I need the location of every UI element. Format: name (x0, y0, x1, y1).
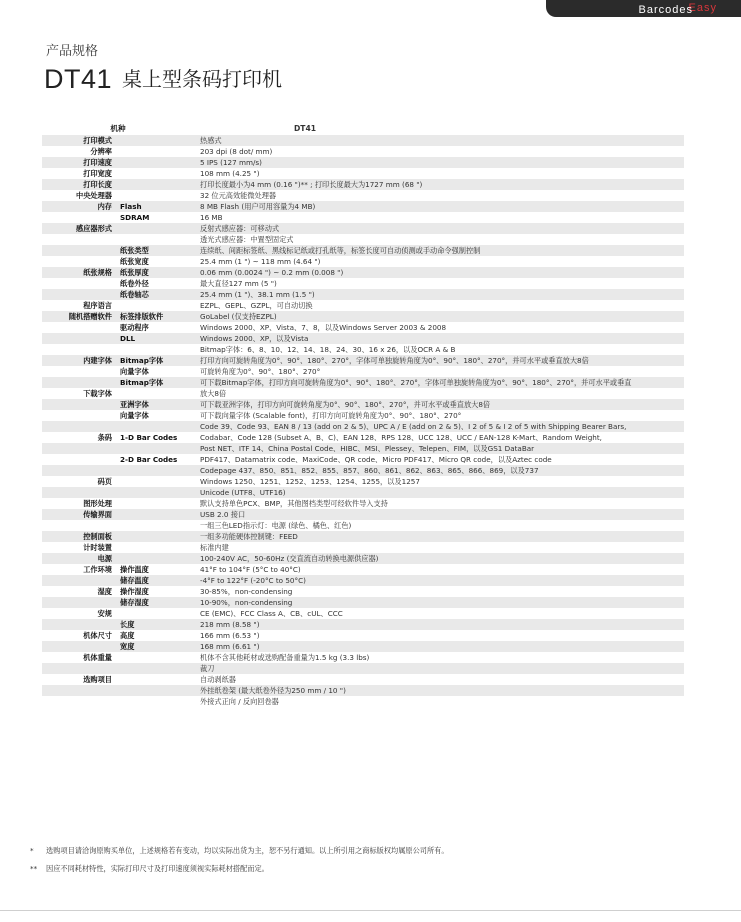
spec-sub-label (116, 146, 194, 157)
spec-value: 一组三色LED指示灯：电源 (绿色、橘色、红色) (200, 521, 352, 530)
spec-value: 218 mm (8.58 ") (194, 619, 684, 630)
spec-group-label (42, 212, 116, 223)
spec-sub-label: DLL (116, 333, 194, 344)
spec-group-label (42, 278, 116, 289)
brand-banner (546, 0, 741, 28)
spec-group-label (42, 443, 116, 454)
spec-value: 外接式正向 / 反向回卷器 (200, 697, 279, 706)
spec-row (42, 619, 684, 630)
spec-sub-label (116, 509, 194, 520)
spec-row (42, 322, 684, 333)
spec-group-label (42, 234, 116, 245)
spec-sub-label: Bitmap字体 (116, 355, 194, 366)
spec-row (42, 311, 684, 322)
spec-sub-label (116, 388, 194, 399)
spec-row (42, 443, 684, 454)
spec-header-row (42, 121, 684, 135)
footnote (30, 860, 449, 878)
spec-group-label: 内存 (42, 201, 116, 212)
spec-value: 108 mm (4.25 ") (200, 169, 260, 178)
spec-sub-label: SDRAM (120, 213, 150, 222)
spec-row (42, 366, 684, 377)
spec-sub-label (116, 443, 194, 454)
spec-sub-label: 宽度 (116, 641, 194, 652)
spec-value: 热感式 (194, 135, 684, 146)
spec-sub-label (116, 476, 194, 487)
spec-group-label (42, 399, 116, 410)
spec-group-label (42, 333, 116, 344)
spec-group-label: 码页 (97, 477, 112, 486)
spec-row (42, 278, 684, 289)
spec-row (42, 201, 684, 212)
spec-value: 放大8倍 (200, 389, 227, 398)
spec-row (42, 300, 684, 311)
spec-group-label (42, 289, 116, 300)
spec-value: 机体不含其他耗材或选购配备重量为1.5 kg (3.3 lbs) (200, 653, 370, 662)
section-kicker: 产品规格 (46, 44, 99, 59)
spec-group-label: 选购项目 (83, 675, 112, 684)
spec-value: 标准内建 (200, 543, 229, 552)
spec-value: 打印长度最小为4 mm (0.16 ")** ; 打印长度最大为1727 mm (68 ") (194, 179, 684, 190)
spec-group-label (42, 377, 116, 388)
spec-sub-label: Flash (116, 201, 194, 212)
spec-row (42, 168, 684, 179)
spec-sub-label (116, 531, 194, 542)
spec-group-label: 电源 (42, 553, 116, 564)
spec-value: 5 IPS (127 mm/s) (194, 157, 684, 168)
spec-value: 外挂纸卷架 (最大纸卷外径为250 mm / 10 ") (194, 685, 684, 696)
spec-group-label: 条码 (97, 433, 112, 442)
spec-header-value: DT41 (294, 123, 317, 133)
spec-sub-label (116, 542, 194, 553)
spec-sub-label (116, 234, 194, 245)
spec-value: Windows 1250、1251、1252、1253、1254、1255，以及1257 (200, 477, 420, 486)
spec-sub-label: 纸张类型 (116, 245, 194, 256)
spec-row (42, 597, 684, 608)
spec-sub-label (116, 652, 194, 663)
spec-value: 0.06 mm (0.0024 ") ~ 0.2 mm (0.008 ") (194, 267, 684, 278)
spec-value: 8 MB Flash (用户可用容量为4 MB) (194, 201, 684, 212)
spec-sub-label (116, 168, 194, 179)
spec-row (42, 498, 684, 509)
spec-table (42, 121, 684, 707)
spec-group-label (42, 520, 116, 531)
spec-sub-label: 1-D Bar Codes (120, 433, 178, 442)
spec-group-label: 程序语言 (83, 301, 112, 310)
spec-value: Codabar、Code 128 (Subset A、B、C)、EAN 128、RPS 128、UCC 128、UCC / EAN-128 K-Mart、Random Weight, (200, 433, 602, 442)
spec-value: USB 2.0 接口 (194, 509, 684, 520)
spec-value: Unicode (UTF8、UTF16) (194, 487, 684, 498)
spec-row (42, 652, 684, 663)
spec-group-label: 计时装置 (83, 543, 112, 552)
spec-sub-label: 储存湿度 (116, 597, 194, 608)
spec-group-label (42, 256, 116, 267)
spec-value: 反射式感应器：可移动式 (194, 223, 684, 234)
spec-value: EZPL、GEPL、GZPL，可自动切换 (200, 301, 313, 310)
brand-slogan: Barcodes Made Easy (638, 2, 717, 28)
spec-sub-label (116, 344, 194, 355)
spec-row (42, 146, 684, 157)
spec-group-label: 中央处理器 (76, 191, 112, 200)
spec-group-label (42, 597, 116, 608)
spec-sub-label: 高度 (120, 631, 135, 640)
spec-value: 自动剥纸器 (200, 675, 236, 684)
spec-value: -4°F to 122°F (-20°C to 50°C) (194, 575, 684, 586)
spec-header-label: 机种 (110, 123, 126, 133)
spec-row (42, 520, 684, 531)
product-name: 桌上型条码打印机 (122, 67, 283, 91)
spec-row (42, 465, 684, 476)
spec-sub-label: 驱动程序 (120, 323, 149, 332)
spec-group-label: 打印长度 (42, 179, 116, 190)
model-name: DT41 (44, 64, 113, 94)
spec-group-label: 打印宽度 (83, 169, 112, 178)
spec-value: PDF417、Datamatrix code、MaxiCode、QR code、Micro PDF417、Micro QR code，以及Aztec code (200, 455, 552, 464)
spec-sub-label (116, 685, 194, 696)
spec-sub-label (116, 608, 194, 619)
spec-sub-label (116, 300, 194, 311)
spec-group-label: 传输界面 (42, 509, 116, 520)
spec-group-label: 工作环境 (83, 565, 112, 574)
footnote-mark: ** (30, 864, 38, 873)
footnote-text: 选购项目请洽询原购买单位，上述规格若有变动，均以实际出货为主，恕不另行通知。以上所引用之商标版权均属原公司所有。 (46, 846, 449, 855)
spec-value: 30-85%，non-condensing (200, 587, 293, 596)
spec-sub-label: 长度 (116, 619, 194, 630)
spec-row (42, 135, 684, 146)
spec-value: 可下载向量字体 (Scalable font)，打印方向可旋转角度为0°、90°、180°、270° (200, 411, 462, 420)
spec-row (42, 388, 684, 399)
spec-value: 可下载Bitmap字体，打印方向可旋转角度为0°、90°、180°、270°，字体可单独旋转角度为0°、90°、180°、270°，并可水平或垂直 (194, 377, 684, 388)
spec-group-label: 机体重量 (83, 653, 112, 662)
spec-group-label: 湿度 (97, 587, 112, 596)
spec-row (42, 641, 684, 652)
footer-divider (0, 910, 741, 911)
spec-group-label (42, 696, 116, 707)
spec-sub-label: 亚洲字体 (116, 399, 194, 410)
spec-value: 203 dpi (8 dot/ mm) (200, 147, 273, 156)
spec-value: CE (EMC)、FCC Class A、CB、cUL、CCC (200, 609, 343, 618)
spec-group-label (42, 366, 116, 377)
spec-row (42, 575, 684, 586)
spec-value: 16 MB (200, 213, 223, 222)
spec-group-label: 分辨率 (90, 147, 112, 156)
spec-value: 168 mm (6.61 ") (194, 641, 684, 652)
spec-row (42, 531, 684, 542)
spec-sub-label (116, 179, 194, 190)
spec-sub-label: 纸卷外径 (120, 279, 149, 288)
spec-value: 100-240V AC，50-60Hz (交直流自动转换电源供应器) (194, 553, 684, 564)
spec-group-label: 感应器形式 (42, 223, 116, 234)
spec-group-label (42, 344, 116, 355)
spec-value: 可下载亚洲字体，打印方向可旋转角度为0°、90°、180°、270°，并可水平或垂直放大8倍 (194, 399, 684, 410)
spec-value: 一组多功能硬体控制键：FEED (194, 531, 684, 542)
spec-sub-label (116, 696, 194, 707)
spec-value: Bitmap字体：6、8、10、12、14、18、24、30、16 x 26，以及OCR A & B (200, 345, 456, 354)
spec-row (42, 663, 684, 674)
spec-row (42, 564, 684, 575)
spec-group-label (42, 641, 116, 652)
spec-sub-label: 标签排版软件 (116, 311, 194, 322)
spec-row (42, 586, 684, 597)
spec-value: 166 mm (6.53 ") (200, 631, 260, 640)
spec-row (42, 685, 684, 696)
spec-group-label (42, 465, 116, 476)
spec-sub-label: Bitmap字体 (116, 377, 194, 388)
spec-row (42, 245, 684, 256)
spec-sub-label (116, 663, 194, 674)
spec-row (42, 289, 684, 300)
spec-row (42, 454, 684, 465)
spec-group-label: 机体尺寸 (83, 631, 112, 640)
spec-row (42, 267, 684, 278)
spec-sub-label (116, 520, 194, 531)
spec-sub-label: 纸张宽度 (120, 257, 149, 266)
spec-row (42, 212, 684, 223)
spec-row (42, 223, 684, 234)
spec-row (42, 674, 684, 685)
spec-row (42, 377, 684, 388)
spec-group-label (42, 322, 116, 333)
spec-sub-label (116, 135, 194, 146)
spec-value: Windows 2000、XP、Vista、7、8，以及Windows Server 2003 & 2008 (200, 323, 447, 332)
spec-group-label (42, 410, 116, 421)
spec-sub-label (116, 674, 194, 685)
spec-value: GoLabel (仅支持EZPL) (194, 311, 684, 322)
spec-sub-label (116, 487, 194, 498)
spec-group-label (42, 685, 116, 696)
spec-value: Windows 2000、XP，以及Vista (194, 333, 684, 344)
spec-row (42, 355, 684, 366)
spec-row (42, 421, 684, 432)
spec-sub-label: 纸卷轴芯 (116, 289, 194, 300)
spec-value: 连续纸、间距标签纸、黑线标记纸或打孔纸等，标签长度可自动侦测或手动命令强制控制 (194, 245, 684, 256)
spec-group-label (42, 663, 116, 674)
spec-value: 打印方向可旋转角度为0°、90°、180°、270°，字体可单独旋转角度为0°、90°、180°、270°，并可水平或垂直放大8倍 (194, 355, 684, 366)
spec-sub-label: 储存温度 (116, 575, 194, 586)
spec-value: 透光式感应器：中置型固定式 (200, 235, 294, 244)
spec-row (42, 542, 684, 553)
spec-group-label: 内建字体 (42, 355, 116, 366)
spec-row (42, 344, 684, 355)
spec-sub-label: 向量字体 (120, 367, 149, 376)
spec-value: 最大直径127 mm (5 ") (200, 279, 277, 288)
spec-row (42, 234, 684, 245)
spec-value: Codepage 437、850、851、852、855、857、860、861、862、863、865、866、869，以及737 (194, 465, 684, 476)
spec-sub-label (116, 157, 194, 168)
spec-sub-label (116, 553, 194, 564)
spec-group-label: 打印速度 (42, 157, 116, 168)
spec-group-label: 随机搭赠软件 (42, 311, 116, 322)
spec-value: 41°F to 104°F (5°C to 40°C) (200, 565, 301, 574)
spec-sub-label (116, 421, 194, 432)
spec-row (42, 190, 684, 201)
spec-value: 25.4 mm (1 ") ~ 118 mm (4.64 ") (200, 257, 321, 266)
spec-value: Post NET、ITF 14、China Postal Code、HIBC、MSI、Plessey、Telepen、FIM，以及GS1 DataBar (194, 443, 684, 454)
footnote-mark: * (30, 846, 34, 855)
spec-row (42, 256, 684, 267)
spec-row (42, 630, 684, 641)
spec-row (42, 487, 684, 498)
spec-group-label (42, 575, 116, 586)
spec-sub-label: 2-D Bar Codes (120, 455, 178, 464)
spec-value: 裁刀 (194, 663, 684, 674)
footnote (30, 842, 449, 860)
spec-row (42, 432, 684, 443)
spec-value: 可旋转角度为0°、90°、180°、270° (200, 367, 321, 376)
spec-group-label: 纸张规格 (42, 267, 116, 278)
spec-row (42, 399, 684, 410)
spec-row (42, 333, 684, 344)
spec-sub-label: 操作温度 (120, 565, 149, 574)
spec-group-label (42, 619, 116, 630)
spec-group-label: 图形处理 (83, 499, 112, 508)
spec-group-label (42, 421, 116, 432)
spec-group-label: 控制面板 (42, 531, 116, 542)
spec-group-label: 下载字体 (83, 389, 112, 398)
page-title (44, 64, 282, 95)
spec-sub-label: 纸张厚度 (116, 267, 194, 278)
spec-row (42, 157, 684, 168)
spec-value: 默认支持单色PCX、BMP，其他图档类型可经软件导入支持 (200, 499, 388, 508)
spec-row (42, 608, 684, 619)
spec-group-label: 打印模式 (42, 135, 116, 146)
spec-sub-label: 向量字体 (120, 411, 149, 420)
spec-row (42, 509, 684, 520)
spec-row (42, 696, 684, 707)
spec-row (42, 553, 684, 564)
spec-sub-label (116, 465, 194, 476)
footnote-text: 因应不同耗材特性，实际打印尺寸及打印速度须视实际耗材搭配而定。 (46, 864, 269, 873)
spec-sub-label (116, 223, 194, 234)
brand-slogan-accent: Easy (688, 2, 717, 14)
spec-row (42, 179, 684, 190)
spec-value: 10-90%，non-condensing (194, 597, 684, 608)
spec-row (42, 410, 684, 421)
spec-row (42, 476, 684, 487)
spec-group-label (42, 454, 116, 465)
spec-group-label: 安规 (97, 609, 112, 618)
spec-value: 25.4 mm (1 ")、38.1 mm (1.5 ") (194, 289, 684, 300)
spec-sub-label (116, 498, 194, 509)
spec-group-label (42, 487, 116, 498)
spec-value: Code 39、Code 93、EAN 8 / 13 (add on 2 & 5)、UPC A / E (add on 2 & 5)、I 2 of 5 & I 2 of 5 with Shipping Bearer Bars, (194, 421, 684, 432)
spec-sub-label (116, 190, 194, 201)
spec-group-label (42, 245, 116, 256)
spec-value: 32 位元高效能微处理器 (200, 191, 277, 200)
footnotes (30, 842, 449, 878)
spec-sub-label: 操作湿度 (120, 587, 149, 596)
